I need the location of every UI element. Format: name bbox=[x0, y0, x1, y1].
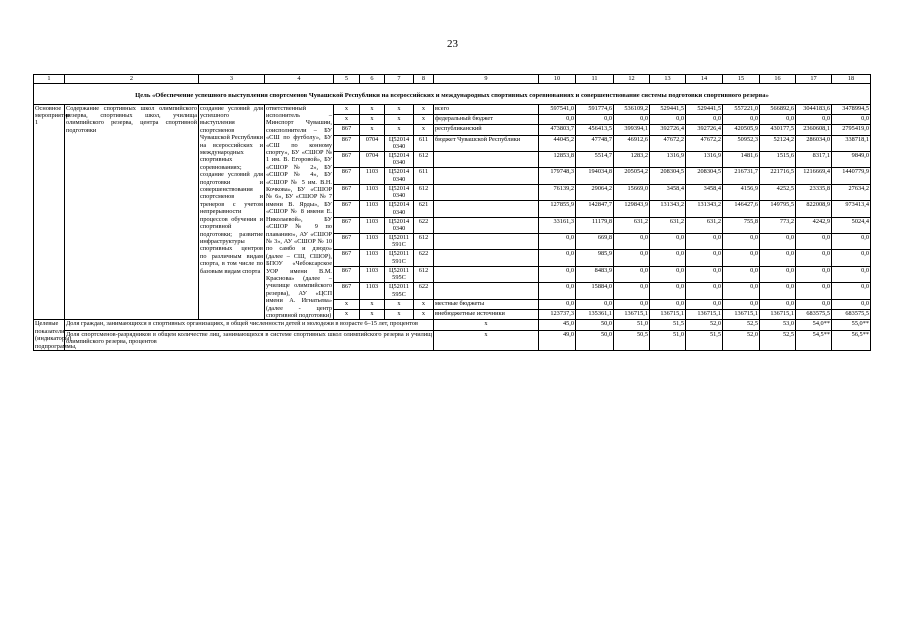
source-cell bbox=[434, 266, 539, 282]
vr-cell: x bbox=[414, 309, 434, 319]
value-cell: 0,0 bbox=[539, 266, 576, 282]
grbs-cell: x bbox=[334, 114, 360, 124]
column-number: 15 bbox=[723, 75, 760, 84]
result-cell: создание условий для успешного выступления спортсменов Чувашской Республики на всероссийских и международных спортивных соревнованиях; создание условий для подготовки и совершенствования спортсменов и тренеров с учетом непрерывности процессов обучения и спортивной подготовки; развитие инфраструктуры спортивных центров по различным видам спорта, в том числе по базовым видам спорта bbox=[199, 104, 265, 320]
target-value: 51,0 bbox=[650, 331, 686, 351]
target-value: 56,5** bbox=[832, 331, 871, 351]
value-cell: 15884,0 bbox=[576, 283, 614, 299]
value-cell: 15669,0 bbox=[614, 184, 650, 200]
value-cell: 8317,1 bbox=[796, 152, 832, 168]
value-cell: 0,0 bbox=[686, 283, 723, 299]
value-cell: 0,0 bbox=[760, 250, 796, 266]
value-cell: 179748,3 bbox=[539, 168, 576, 184]
value-cell: 0,0 bbox=[614, 234, 650, 250]
value-cell: 0,0 bbox=[760, 266, 796, 282]
value-cell: 0,0 bbox=[723, 299, 760, 309]
value-cell: 631,2 bbox=[614, 217, 650, 233]
value-cell: 8483,9 bbox=[576, 266, 614, 282]
value-cell: 142847,7 bbox=[576, 201, 614, 217]
value-cell: 29064,2 bbox=[576, 184, 614, 200]
value-cell: 5024,4 bbox=[832, 217, 871, 233]
value-cell: 0,0 bbox=[796, 114, 832, 124]
value-cell: 631,2 bbox=[686, 217, 723, 233]
program-table bbox=[33, 74, 871, 351]
source-cell bbox=[434, 250, 539, 266]
target-value: 49,0 bbox=[539, 331, 576, 351]
source-cell: местные бюджеты bbox=[434, 299, 539, 309]
csr-cell: Ц52011 595С bbox=[385, 266, 414, 282]
goal-row bbox=[34, 84, 871, 105]
vr-cell: 622 bbox=[414, 250, 434, 266]
vr-cell: 621 bbox=[414, 201, 434, 217]
column-number: 4 bbox=[265, 75, 334, 84]
csr-cell: Ц52014 0340 bbox=[385, 217, 414, 233]
rz-cell: 1103 bbox=[360, 283, 385, 299]
target-x: x bbox=[434, 320, 539, 331]
value-cell: 0,0 bbox=[796, 234, 832, 250]
value-cell: 0,0 bbox=[614, 266, 650, 282]
csr-cell: Ц52014 0340 bbox=[385, 201, 414, 217]
value-cell: 135361,1 bbox=[576, 309, 614, 319]
value-cell: 338718,1 bbox=[832, 135, 871, 151]
value-cell: 129843,9 bbox=[614, 201, 650, 217]
vr-cell: x bbox=[414, 114, 434, 124]
value-cell: 0,0 bbox=[832, 266, 871, 282]
target-value: 50,0 bbox=[576, 320, 614, 331]
value-cell: 1316,9 bbox=[650, 152, 686, 168]
value-cell: 127855,9 bbox=[539, 201, 576, 217]
csr-cell: x bbox=[385, 104, 414, 114]
source-cell bbox=[434, 168, 539, 184]
source-cell: бюджет Чувашской Республики bbox=[434, 135, 539, 151]
column-number: 12 bbox=[614, 75, 650, 84]
value-cell: 557221,0 bbox=[723, 104, 760, 114]
value-cell: 669,8 bbox=[576, 234, 614, 250]
value-cell: 0,0 bbox=[650, 283, 686, 299]
column-number: 6 bbox=[360, 75, 385, 84]
value-cell: 0,0 bbox=[539, 299, 576, 309]
value-cell: 146427,6 bbox=[723, 201, 760, 217]
value-cell: 47748,7 bbox=[576, 135, 614, 151]
column-number: 17 bbox=[796, 75, 832, 84]
target-value: 55,0** bbox=[832, 320, 871, 331]
vr-cell: 622 bbox=[414, 283, 434, 299]
vr-cell: 611 bbox=[414, 135, 434, 151]
column-number: 7 bbox=[385, 75, 414, 84]
csr-cell: Ц52011 591С bbox=[385, 250, 414, 266]
rz-cell: 1103 bbox=[360, 266, 385, 282]
value-cell: 1316,9 bbox=[686, 152, 723, 168]
value-cell: 205054,2 bbox=[614, 168, 650, 184]
value-cell: 473803,7 bbox=[539, 125, 576, 135]
value-cell: 0,0 bbox=[723, 250, 760, 266]
vr-cell: 612 bbox=[414, 266, 434, 282]
name-cell: Содержание спортивных школ олимпийского резерва, спортивных школ, училища олимпийского резерва, центра спортивной подготовки bbox=[65, 104, 199, 320]
grbs-cell: 867 bbox=[334, 184, 360, 200]
value-cell: 0,0 bbox=[650, 266, 686, 282]
source-cell: всего bbox=[434, 104, 539, 114]
value-cell: 0,0 bbox=[650, 299, 686, 309]
value-cell: 1481,6 bbox=[723, 152, 760, 168]
value-cell: 1283,2 bbox=[614, 152, 650, 168]
value-cell: 0,0 bbox=[723, 114, 760, 124]
value-cell: 566892,6 bbox=[760, 104, 796, 114]
target-value: 51,5 bbox=[686, 331, 723, 351]
csr-cell: Ц52011 591С bbox=[385, 234, 414, 250]
grbs-cell: x bbox=[334, 309, 360, 319]
value-cell: 149795,5 bbox=[760, 201, 796, 217]
value-cell: 1440779,9 bbox=[832, 168, 871, 184]
value-cell: 0,0 bbox=[576, 114, 614, 124]
value-cell: 822008,9 bbox=[796, 201, 832, 217]
value-cell: 0,0 bbox=[686, 299, 723, 309]
value-cell: 136715,1 bbox=[723, 309, 760, 319]
source-cell: республиканский bbox=[434, 125, 539, 135]
value-cell: 985,9 bbox=[576, 250, 614, 266]
value-cell: 0,0 bbox=[832, 299, 871, 309]
grbs-cell: 867 bbox=[334, 266, 360, 282]
executor-cell: ответственный исполнитель – Минспорт Чувашии, соисполнители – БУ «СШ по футболу», БУ «СШ по конному спорту», БУ «СШОР № 1 им. В. Егоровой», БУ «СШОР № 2», БУ «СШОР № 4», БУ «СШОР № 5 им. В.Н. Кочкова», БУ «СШОР № 6», БУ «СШОР № 7 имени В. Ярды», БУ «СШОР № 8 имени Е. Николаевой», БУ «СШОР № 9 по плаванию», АУ «СШОР № 3», АУ «СШОР № 10 по самбо и дзюдо» (далее – СШ, СШОР), БПОУ «Чебоксарское УОР имени В.М. Краснова» (далее – училище олимпийского резерва), АУ «ЦСП имени А. Игнатьева» (далее - центр спортивной подготовки) bbox=[266, 104, 332, 319]
value-cell: 755,8 bbox=[723, 217, 760, 233]
grbs-cell: 867 bbox=[334, 217, 360, 233]
csr-cell: Ц52014 0340 bbox=[385, 184, 414, 200]
grbs-cell: x bbox=[334, 104, 360, 114]
value-cell: 399394,1 bbox=[614, 125, 650, 135]
page-number: 23 bbox=[447, 38, 458, 50]
value-cell: 50952,3 bbox=[723, 135, 760, 151]
value-cell: 208304,5 bbox=[686, 168, 723, 184]
value-cell: 4252,5 bbox=[760, 184, 796, 200]
value-cell: 221716,5 bbox=[760, 168, 796, 184]
target-value: 50,5 bbox=[614, 331, 650, 351]
value-cell: 430177,5 bbox=[760, 125, 796, 135]
column-number: 11 bbox=[576, 75, 614, 84]
value-cell: 5514,7 bbox=[576, 152, 614, 168]
value-cell: 529441,5 bbox=[686, 104, 723, 114]
value-cell: 3044183,6 bbox=[796, 104, 832, 114]
value-cell: 1216669,4 bbox=[796, 168, 832, 184]
value-cell: 194034,8 bbox=[576, 168, 614, 184]
value-cell: 11179,8 bbox=[576, 217, 614, 233]
target-row bbox=[34, 320, 871, 331]
value-cell: 2360608,1 bbox=[796, 125, 832, 135]
value-cell: 136715,1 bbox=[614, 309, 650, 319]
rz-cell: x bbox=[360, 114, 385, 124]
value-cell: 47672,2 bbox=[650, 135, 686, 151]
table-row bbox=[34, 104, 871, 114]
column-number: 16 bbox=[760, 75, 796, 84]
value-cell: 392726,4 bbox=[686, 125, 723, 135]
column-number: 9 bbox=[434, 75, 539, 84]
csr-cell: x bbox=[385, 114, 414, 124]
value-cell: 0,0 bbox=[723, 234, 760, 250]
rz-cell: 1103 bbox=[360, 184, 385, 200]
value-cell: 33161,3 bbox=[539, 217, 576, 233]
value-cell: 4156,9 bbox=[723, 184, 760, 200]
value-cell: 23335,8 bbox=[796, 184, 832, 200]
target-value: 45,0 bbox=[539, 320, 576, 331]
value-cell: 136715,1 bbox=[686, 309, 723, 319]
value-cell: 529441,5 bbox=[650, 104, 686, 114]
value-cell: 683575,5 bbox=[796, 309, 832, 319]
rz-cell: x bbox=[360, 104, 385, 114]
grbs-cell: 867 bbox=[334, 234, 360, 250]
value-cell: 597541,0 bbox=[539, 104, 576, 114]
rz-cell: x bbox=[360, 299, 385, 309]
value-cell: 0,0 bbox=[539, 250, 576, 266]
target-value: 54,0** bbox=[796, 320, 832, 331]
value-cell: 2795419,0 bbox=[832, 125, 871, 135]
target-value: 53,0 bbox=[760, 320, 796, 331]
value-cell: 44045,2 bbox=[539, 135, 576, 151]
value-cell: 1515,6 bbox=[760, 152, 796, 168]
value-cell: 3458,4 bbox=[650, 184, 686, 200]
value-cell: 131343,2 bbox=[686, 201, 723, 217]
goal-text: Цель «Обеспечение успешного выступления спортсменов Чувашской Республики на всероссийских и международных спортивных соревнованиях и совершенствование системы подготовки спортивного резерва» bbox=[34, 84, 871, 105]
target-value: 51,0 bbox=[614, 320, 650, 331]
source-cell bbox=[434, 152, 539, 168]
value-cell: 0,0 bbox=[760, 234, 796, 250]
value-cell: 0,0 bbox=[832, 114, 871, 124]
value-cell: 46912,6 bbox=[614, 135, 650, 151]
value-cell: 773,2 bbox=[760, 217, 796, 233]
target-value: 52,0 bbox=[686, 320, 723, 331]
grbs-cell: 867 bbox=[334, 168, 360, 184]
value-cell: 0,0 bbox=[686, 250, 723, 266]
targets-label: Целевые показатели (индикаторы) подпрограммы, bbox=[35, 320, 77, 350]
vr-cell: 622 bbox=[414, 217, 434, 233]
value-cell: 0,0 bbox=[539, 234, 576, 250]
column-number: 8 bbox=[414, 75, 434, 84]
grbs-cell: 867 bbox=[334, 250, 360, 266]
source-cell: федеральный бюджет bbox=[434, 114, 539, 124]
value-cell: 0,0 bbox=[796, 283, 832, 299]
value-cell: 0,0 bbox=[760, 114, 796, 124]
vr-cell: x bbox=[414, 104, 434, 114]
value-cell: 0,0 bbox=[686, 266, 723, 282]
value-cell: 47672,2 bbox=[686, 135, 723, 151]
value-cell: 0,0 bbox=[832, 250, 871, 266]
rz-cell: x bbox=[360, 309, 385, 319]
value-cell: 3458,4 bbox=[686, 184, 723, 200]
rz-cell: 1103 bbox=[360, 201, 385, 217]
csr-cell: Ц52011 595С bbox=[385, 283, 414, 299]
column-number: 1 bbox=[34, 75, 65, 84]
rz-cell: 1103 bbox=[360, 168, 385, 184]
value-cell: 216731,7 bbox=[723, 168, 760, 184]
grbs-cell: 867 bbox=[334, 125, 360, 135]
vr-cell: 611 bbox=[414, 168, 434, 184]
value-cell: 0,0 bbox=[614, 299, 650, 309]
vr-cell: x bbox=[414, 125, 434, 135]
column-number: 10 bbox=[539, 75, 576, 84]
grbs-cell: x bbox=[334, 299, 360, 309]
csr-cell: x bbox=[385, 125, 414, 135]
rz-cell: 1103 bbox=[360, 250, 385, 266]
value-cell: 9849,0 bbox=[832, 152, 871, 168]
value-cell: 420505,9 bbox=[723, 125, 760, 135]
value-cell: 131343,2 bbox=[650, 201, 686, 217]
value-cell: 0,0 bbox=[760, 283, 796, 299]
value-cell: 0,0 bbox=[614, 283, 650, 299]
value-cell: 0,0 bbox=[539, 114, 576, 124]
grbs-cell: 867 bbox=[334, 152, 360, 168]
status-cell: Основное мероприятие 1 bbox=[34, 104, 65, 320]
column-number: 5 bbox=[334, 75, 360, 84]
source-cell: внебюджетные источники bbox=[434, 309, 539, 319]
value-cell: 0,0 bbox=[650, 250, 686, 266]
vr-cell: 612 bbox=[414, 234, 434, 250]
value-cell: 0,0 bbox=[614, 250, 650, 266]
value-cell: 286034,0 bbox=[796, 135, 832, 151]
column-number: 14 bbox=[686, 75, 723, 84]
value-cell: 0,0 bbox=[686, 234, 723, 250]
value-cell: 0,0 bbox=[686, 114, 723, 124]
value-cell: 0,0 bbox=[614, 114, 650, 124]
value-cell: 0,0 bbox=[723, 283, 760, 299]
value-cell: 136715,1 bbox=[760, 309, 796, 319]
source-cell bbox=[434, 234, 539, 250]
value-cell: 536109,2 bbox=[614, 104, 650, 114]
grbs-cell: 867 bbox=[334, 201, 360, 217]
value-cell: 683575,5 bbox=[832, 309, 871, 319]
source-cell bbox=[434, 283, 539, 299]
target-value: 50,0 bbox=[576, 331, 614, 351]
rz-cell: 0704 bbox=[360, 152, 385, 168]
csr-cell: x bbox=[385, 309, 414, 319]
value-cell: 136715,1 bbox=[650, 309, 686, 319]
value-cell: 0,0 bbox=[760, 299, 796, 309]
vr-cell: 612 bbox=[414, 152, 434, 168]
rz-cell: 1103 bbox=[360, 217, 385, 233]
value-cell: 973413,4 bbox=[832, 201, 871, 217]
target-value: 52,0 bbox=[723, 331, 760, 351]
target-value: 52,5 bbox=[760, 331, 796, 351]
grbs-cell: 867 bbox=[334, 135, 360, 151]
value-cell: 208304,5 bbox=[650, 168, 686, 184]
target-x: x bbox=[434, 331, 539, 351]
target-text: Доля граждан, занимающихся в спортивных организациях, в общей численности детей и молодежи в возрасте 6–15 лет, процентов bbox=[65, 320, 434, 331]
value-cell: 27634,2 bbox=[832, 184, 871, 200]
value-cell: 0,0 bbox=[832, 283, 871, 299]
rz-cell: 0704 bbox=[360, 135, 385, 151]
value-cell: 0,0 bbox=[796, 266, 832, 282]
csr-cell: Ц52014 0340 bbox=[385, 168, 414, 184]
value-cell: 0,0 bbox=[796, 250, 832, 266]
value-cell: 12853,8 bbox=[539, 152, 576, 168]
rz-cell: x bbox=[360, 125, 385, 135]
grbs-cell: 867 bbox=[334, 283, 360, 299]
source-cell bbox=[434, 217, 539, 233]
vr-cell: x bbox=[414, 299, 434, 309]
column-number-row bbox=[34, 75, 871, 84]
value-cell: 392726,4 bbox=[650, 125, 686, 135]
rz-cell: 1103 bbox=[360, 234, 385, 250]
value-cell: 0,0 bbox=[832, 234, 871, 250]
value-cell: 0,0 bbox=[650, 234, 686, 250]
target-text: Доля спортсменов-разрядников в общем количестве лиц, занимающихся в системе спортивных школ олимпийского резерва и училищ олимпийского резерва, процентов bbox=[65, 331, 434, 351]
value-cell: 456413,5 bbox=[576, 125, 614, 135]
source-cell bbox=[434, 201, 539, 217]
value-cell: 4242,9 bbox=[796, 217, 832, 233]
value-cell: 0,0 bbox=[796, 299, 832, 309]
column-number: 3 bbox=[199, 75, 265, 84]
vr-cell: 612 bbox=[414, 184, 434, 200]
value-cell: 0,0 bbox=[576, 299, 614, 309]
column-number: 13 bbox=[650, 75, 686, 84]
value-cell: 591774,6 bbox=[576, 104, 614, 114]
column-number: 18 bbox=[832, 75, 871, 84]
csr-cell: Ц52014 0340 bbox=[385, 135, 414, 151]
value-cell: 76139,2 bbox=[539, 184, 576, 200]
value-cell: 52124,2 bbox=[760, 135, 796, 151]
value-cell: 0,0 bbox=[650, 114, 686, 124]
value-cell: 3478994,5 bbox=[832, 104, 871, 114]
target-value: 51,5 bbox=[650, 320, 686, 331]
column-number: 2 bbox=[65, 75, 199, 84]
value-cell: 631,2 bbox=[650, 217, 686, 233]
csr-cell: Ц52014 0340 bbox=[385, 152, 414, 168]
source-cell bbox=[434, 184, 539, 200]
target-value: 54,5** bbox=[796, 331, 832, 351]
value-cell: 0,0 bbox=[539, 283, 576, 299]
value-cell: 0,0 bbox=[723, 266, 760, 282]
target-row bbox=[34, 331, 871, 351]
value-cell: 123737,3 bbox=[539, 309, 576, 319]
target-value: 52,5 bbox=[723, 320, 760, 331]
csr-cell: x bbox=[385, 299, 414, 309]
